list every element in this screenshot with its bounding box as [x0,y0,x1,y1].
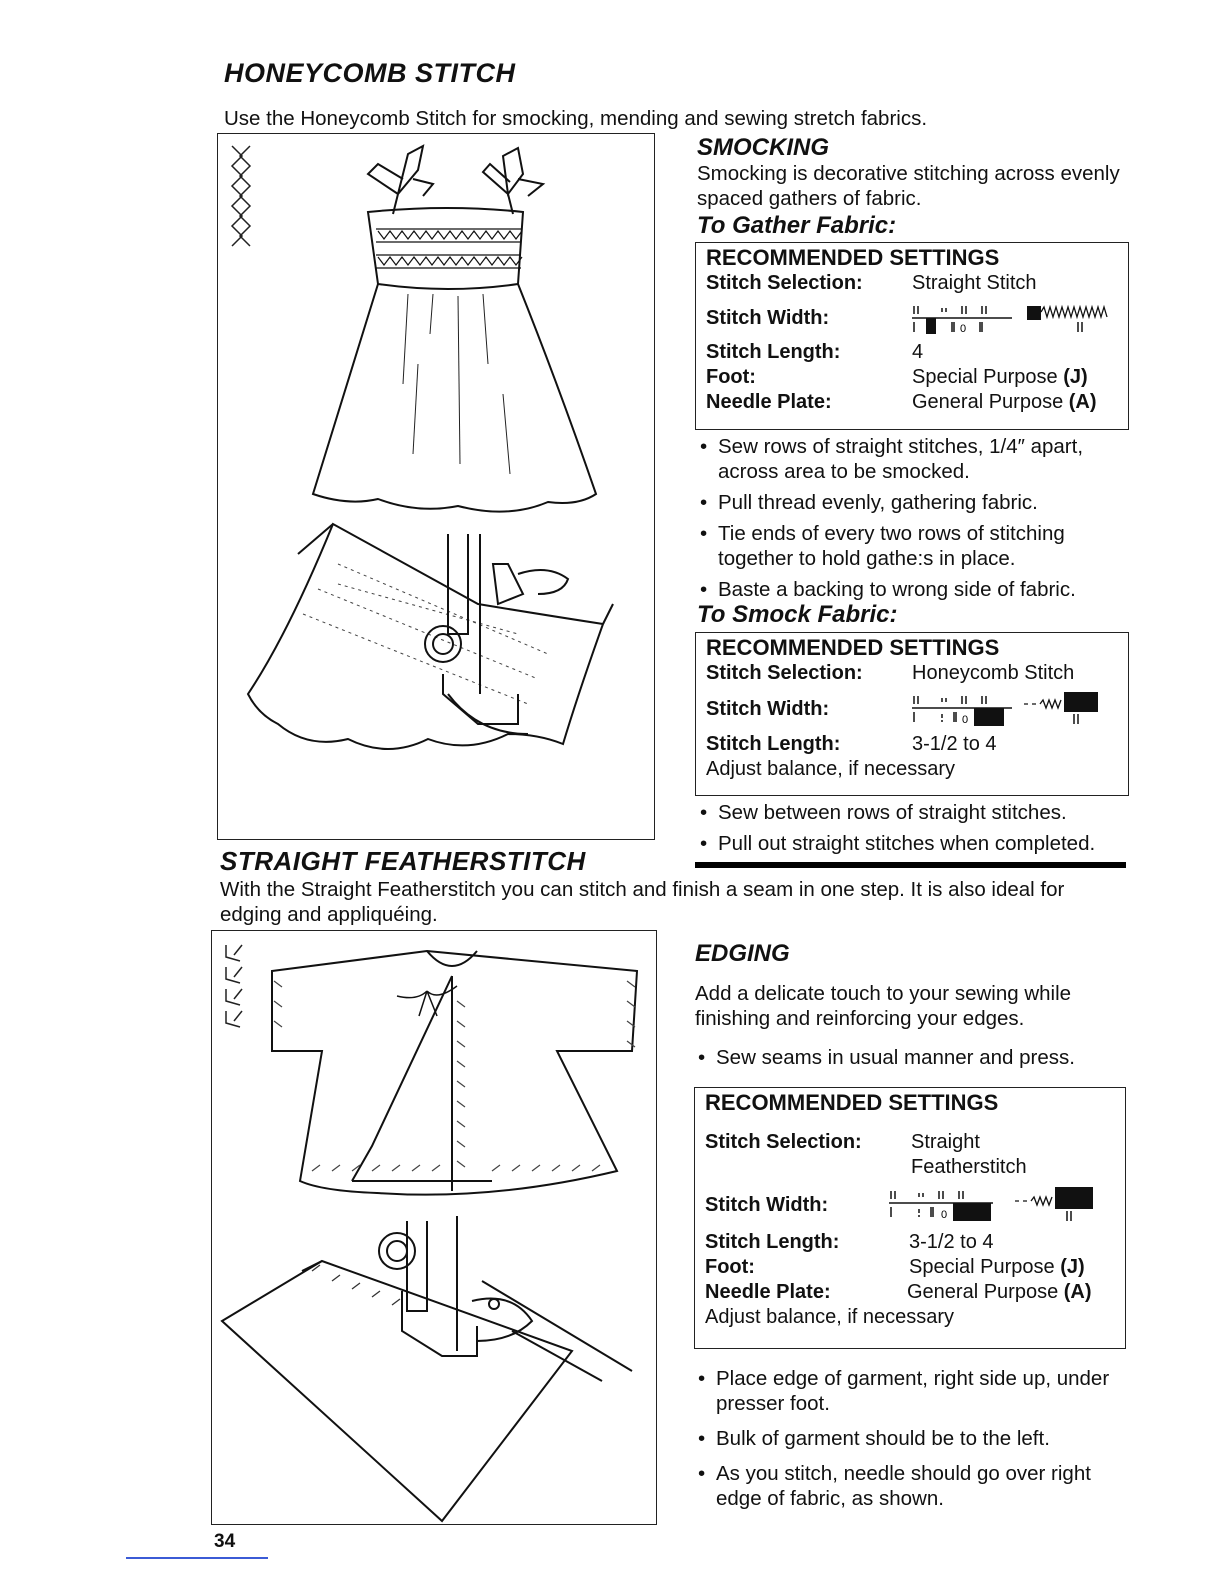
foot-value: Special Purpose [909,1256,1061,1278]
label: Stitch Length: [705,1231,840,1253]
value: 3-1/2 to 4 [909,1231,994,1253]
needle-plate-row [706,390,1118,415]
value [912,390,1118,415]
edging-heading: EDGING [695,940,790,967]
gather-steps-list [698,434,1130,608]
smocking-heading: SMOCKING [697,134,829,161]
label: Needle Plate: [705,1281,831,1303]
smock-settings-box [695,632,1129,796]
list-item: • Baste a backing to wrong side of fabric. [698,577,1130,602]
section-divider [695,862,1126,868]
stitch-width-dial-icon [912,690,1117,728]
settings-title: RECOMMENDED SETTINGS [706,245,1000,270]
note-row [705,1305,1115,1330]
balance-note: Adjust balance, if necessary [705,1306,955,1328]
label: Stitch Selection: [706,272,863,294]
stitch-length-row [706,340,1118,365]
stitch-width-row [706,686,1118,732]
note-row [706,757,1118,782]
needle-plate-row [705,1280,1115,1305]
label: Stitch Selection: [706,662,863,684]
value [911,1130,1115,1180]
settings-title: RECOMMENDED SETTINGS [706,635,1000,660]
list-item: • Sew seams in usual manner and press. [696,1045,1130,1070]
stitch-length-row [706,732,1118,757]
smocking-text: Smocking is decorative stitching across evenly spaced gathers of fabric. [697,162,1120,210]
featherstitch-intro: With the Straight Featherstitch you can stitch and finish a seam in one step. It is also ideal for edging and appliquéing. [220,878,1065,926]
featherstitch-settings-box [694,1087,1126,1349]
label: Needle Plate: [706,391,832,413]
featherstitch-steps-list [696,1366,1126,1517]
stitch-length-row [705,1230,1115,1255]
stitch-selection-row [705,1130,1115,1180]
foot-row [705,1255,1115,1280]
svg-text:0: 0 [962,714,969,726]
intro-text: Use the Honeycomb Stitch for smocking, mending and sewing stretch fabrics. [224,107,928,130]
stitch-width-row [706,296,1118,340]
smock-steps-list [698,800,1130,862]
featherstitch-title: STRAIGHT FEATHERSTITCH [220,846,586,876]
page-title: HONEYCOMB STITCH [224,58,516,88]
value: 3-1/2 to 4 [912,733,997,755]
foot-code: (J) [1063,366,1088,388]
label: Stitch Width: [706,306,830,329]
value: Honeycomb Stitch [912,662,1075,684]
list-item: • Place edge of garment, right side up, under presser foot. [696,1366,1126,1416]
foot-value: Special Purpose [912,366,1064,388]
stitch-selection-row [706,661,1118,686]
svg-text:0: 0 [941,1209,948,1221]
smock-heading: To Smock Fabric: [697,601,898,628]
list-item: • Sew between rows of straight stitches. [698,800,1130,825]
balance-note: Adjust balance, if necessary [706,758,956,780]
label: Stitch Length: [706,341,841,363]
label: Foot: [706,366,756,388]
edging-text: Add a delicate touch to your sewing while finishing and reinforcing your edges. [695,982,1072,1030]
honeycomb-illustration [217,133,655,840]
value [907,1280,1115,1305]
label: Stitch Length: [706,733,841,755]
page-number: 34 [214,1531,236,1552]
plate-value: General Purpose [907,1281,1064,1303]
bottom-link-underline [126,1557,268,1559]
plate-code: (A) [1068,391,1097,413]
value [912,365,1118,390]
value [909,1255,1115,1280]
list-item: • Pull thread evenly, gathering fabric. [698,490,1130,515]
plate-value: General Purpose [912,391,1069,413]
stitch-width-dial-icon [912,300,1117,336]
featherstitch-illustration [211,930,657,1525]
value: 4 [912,341,924,363]
edging-pre-step [696,1045,1130,1076]
featherstitch-sample-icon [226,945,242,1027]
selection-line-1: Straight [911,1131,980,1153]
stitch-width-dial-icon [889,1185,1114,1225]
plate-code: (A) [1063,1281,1092,1303]
smocked-dress-illustration [218,134,654,839]
selection-line-2: Featherstitch [911,1156,1027,1178]
label: Stitch Width: [705,1193,829,1216]
gather-settings-box [695,242,1129,430]
list-item: • Pull out straight stitches when completed. [698,831,1130,856]
honeycomb-stitch-sample-icon [232,146,250,246]
value: Straight Stitch [912,272,1037,294]
label: Stitch Width: [706,697,830,720]
label: Foot: [705,1256,755,1278]
settings-title: RECOMMENDED SETTINGS [705,1090,999,1115]
svg-text:0: 0 [960,323,967,335]
foot-row [706,365,1118,390]
jacket-illustration [212,931,656,1524]
list-item: • Tie ends of every two rows of stitching together to hold gathe:s in place. [698,521,1130,571]
list-item: • Bulk of garment should be to the left. [696,1426,1126,1451]
stitch-selection-row [706,271,1118,296]
stitch-width-row [705,1180,1115,1230]
label: Stitch Selection: [705,1131,862,1153]
gather-heading: To Gather Fabric: [697,212,897,239]
list-item: • As you stitch, needle should go over right edge of fabric, as shown. [696,1461,1126,1511]
list-item: • Sew rows of straight stitches, 1/4″ apart, across area to be smocked. [698,434,1130,484]
foot-code: (J) [1060,1256,1085,1278]
